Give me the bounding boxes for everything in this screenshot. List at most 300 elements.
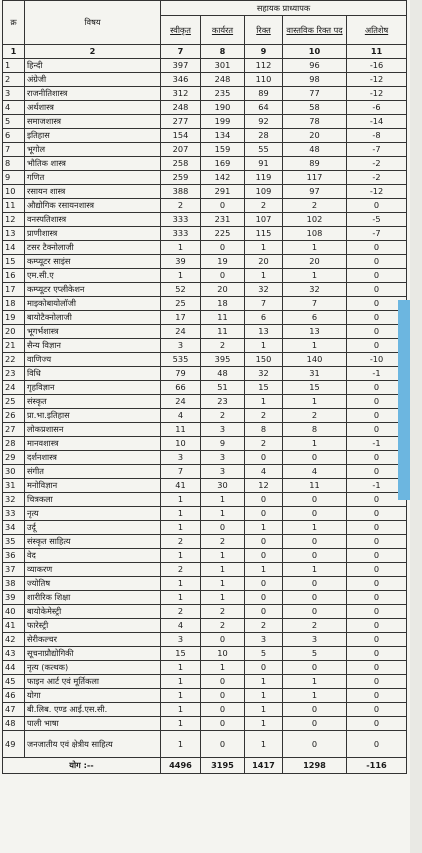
value-cell: 199 bbox=[201, 115, 245, 129]
subject-cell: प्रा.भा.इतिहास bbox=[25, 409, 161, 423]
value-cell: 1 bbox=[245, 339, 283, 353]
value-cell: -10 bbox=[347, 353, 407, 367]
value-cell: 89 bbox=[245, 87, 283, 101]
value-cell: 1 bbox=[161, 241, 201, 255]
row-number: 9 bbox=[3, 171, 25, 185]
subject-cell: बायोकेमेस्ट्री bbox=[25, 605, 161, 619]
subject-cell: माइकोबायोलॉजी bbox=[25, 297, 161, 311]
value-cell: 31 bbox=[283, 367, 347, 381]
subject-cell: विधि bbox=[25, 367, 161, 381]
subject-cell: फाइन आर्ट एवं मूर्तिकला bbox=[25, 675, 161, 689]
value-cell: 248 bbox=[161, 101, 201, 115]
table-row bbox=[3, 521, 407, 535]
value-cell: 4 bbox=[245, 465, 283, 479]
subject-cell: समाजशास्त्र bbox=[25, 115, 161, 129]
value-cell: 1 bbox=[245, 717, 283, 731]
row-number: 40 bbox=[3, 605, 25, 619]
row-number: 12 bbox=[3, 213, 25, 227]
table-row bbox=[3, 395, 407, 409]
value-cell: 32 bbox=[245, 283, 283, 297]
value-cell: 1 bbox=[161, 269, 201, 283]
row-number: 45 bbox=[3, 675, 25, 689]
subject-cell: चित्रकला bbox=[25, 493, 161, 507]
table-row bbox=[3, 59, 407, 73]
table-row bbox=[3, 269, 407, 283]
value-cell: 0 bbox=[201, 731, 245, 758]
value-cell: 1 bbox=[201, 577, 245, 591]
row-number: 10 bbox=[3, 185, 25, 199]
table-body bbox=[3, 59, 407, 774]
row-number: 38 bbox=[3, 577, 25, 591]
value-cell: 0 bbox=[347, 731, 407, 758]
value-cell: 10 bbox=[161, 437, 201, 451]
value-cell: 1 bbox=[161, 675, 201, 689]
value-cell: 0 bbox=[347, 465, 407, 479]
value-cell: -2 bbox=[347, 171, 407, 185]
subject-cell: कम्प्यूटर साइंस bbox=[25, 255, 161, 269]
value-cell: 0 bbox=[347, 255, 407, 269]
value-cell: 48 bbox=[201, 367, 245, 381]
value-cell: 0 bbox=[347, 199, 407, 213]
table-row bbox=[3, 703, 407, 717]
subject-cell: सूचनाप्रौद्योगिकी bbox=[25, 647, 161, 661]
value-cell: 0 bbox=[347, 577, 407, 591]
value-cell: -14 bbox=[347, 115, 407, 129]
value-cell: 0 bbox=[245, 535, 283, 549]
subject-cell: मानवशास्त्र bbox=[25, 437, 161, 451]
value-cell: 1 bbox=[283, 395, 347, 409]
total-value: 1298 bbox=[283, 758, 347, 774]
value-cell: 78 bbox=[283, 115, 347, 129]
table-row bbox=[3, 549, 407, 563]
value-cell: 19 bbox=[201, 255, 245, 269]
value-cell: 79 bbox=[161, 367, 201, 381]
value-cell: 0 bbox=[245, 605, 283, 619]
table-row bbox=[3, 689, 407, 703]
table-row bbox=[3, 563, 407, 577]
table-row bbox=[3, 185, 407, 199]
value-cell: 0 bbox=[245, 549, 283, 563]
value-cell: 0 bbox=[245, 451, 283, 465]
row-number: 39 bbox=[3, 591, 25, 605]
value-cell: 24 bbox=[161, 325, 201, 339]
value-cell: 30 bbox=[201, 479, 245, 493]
subject-cell: योगा bbox=[25, 689, 161, 703]
table-row bbox=[3, 409, 407, 423]
value-cell: 0 bbox=[347, 647, 407, 661]
table-row bbox=[3, 731, 407, 758]
row-number: 27 bbox=[3, 423, 25, 437]
value-cell: 231 bbox=[201, 213, 245, 227]
table-row bbox=[3, 675, 407, 689]
value-cell: 15 bbox=[283, 381, 347, 395]
subject-cell: हिन्दी bbox=[25, 59, 161, 73]
subject-cell: संस्कृत bbox=[25, 395, 161, 409]
value-cell: 2 bbox=[201, 535, 245, 549]
value-cell: 0 bbox=[347, 325, 407, 339]
value-cell: 277 bbox=[161, 115, 201, 129]
value-cell: 333 bbox=[161, 227, 201, 241]
value-cell: 140 bbox=[283, 353, 347, 367]
value-cell: 0 bbox=[283, 703, 347, 717]
value-cell: 235 bbox=[201, 87, 245, 101]
row-number: 34 bbox=[3, 521, 25, 535]
value-cell: 11 bbox=[283, 479, 347, 493]
value-cell: 190 bbox=[201, 101, 245, 115]
value-cell: 0 bbox=[347, 717, 407, 731]
table-row bbox=[3, 507, 407, 521]
row-number: 44 bbox=[3, 661, 25, 675]
subject-cell: प्राणीशास्त्र bbox=[25, 227, 161, 241]
value-cell: 395 bbox=[201, 353, 245, 367]
column-number: 2 bbox=[25, 45, 161, 59]
value-cell: 41 bbox=[161, 479, 201, 493]
row-number: 26 bbox=[3, 409, 25, 423]
column-header: रिक्त bbox=[245, 16, 283, 45]
value-cell: 0 bbox=[347, 633, 407, 647]
value-cell: 0 bbox=[347, 339, 407, 353]
subject-cell: रसायन शास्त्र bbox=[25, 185, 161, 199]
subject-cell: दर्शनशास्त्र bbox=[25, 451, 161, 465]
table-row bbox=[3, 465, 407, 479]
table-row bbox=[3, 633, 407, 647]
value-cell: 0 bbox=[347, 409, 407, 423]
value-cell: -5 bbox=[347, 213, 407, 227]
vacancy-table bbox=[2, 0, 407, 774]
row-number: 24 bbox=[3, 381, 25, 395]
row-number: 6 bbox=[3, 129, 25, 143]
value-cell: 2 bbox=[201, 339, 245, 353]
value-cell: 207 bbox=[161, 143, 201, 157]
value-cell: 0 bbox=[347, 493, 407, 507]
subject-cell: गणित bbox=[25, 171, 161, 185]
table-row bbox=[3, 339, 407, 353]
value-cell: 5 bbox=[245, 647, 283, 661]
subject-cell: कम्प्यूटर एप्लीकेशन bbox=[25, 283, 161, 297]
value-cell: -2 bbox=[347, 157, 407, 171]
subject-cell: एम.सी.ए bbox=[25, 269, 161, 283]
value-cell: 1 bbox=[161, 591, 201, 605]
value-cell: 0 bbox=[347, 619, 407, 633]
value-cell: -6 bbox=[347, 101, 407, 115]
table-row bbox=[3, 493, 407, 507]
value-cell: 98 bbox=[283, 73, 347, 87]
value-cell: 0 bbox=[283, 717, 347, 731]
row-number: 43 bbox=[3, 647, 25, 661]
value-cell: 89 bbox=[283, 157, 347, 171]
row-number: 22 bbox=[3, 353, 25, 367]
edge-strip bbox=[398, 300, 410, 500]
row-number: 46 bbox=[3, 689, 25, 703]
value-cell: 77 bbox=[283, 87, 347, 101]
value-cell: 1 bbox=[283, 339, 347, 353]
row-number: 2 bbox=[3, 73, 25, 87]
value-cell: 1 bbox=[201, 507, 245, 521]
table-row bbox=[3, 115, 407, 129]
value-cell: 2 bbox=[201, 409, 245, 423]
value-cell: 32 bbox=[283, 283, 347, 297]
subject-cell: गृहविज्ञान bbox=[25, 381, 161, 395]
value-cell: 1 bbox=[161, 493, 201, 507]
subject-cell: सैन्य विज्ञान bbox=[25, 339, 161, 353]
subject-cell: राजनीतिशास्त्र bbox=[25, 87, 161, 101]
value-cell: 388 bbox=[161, 185, 201, 199]
subject-cell: सेरीकल्चर bbox=[25, 633, 161, 647]
subject-cell: फारेस्ट्री bbox=[25, 619, 161, 633]
value-cell: 2 bbox=[161, 535, 201, 549]
value-cell: 6 bbox=[245, 311, 283, 325]
value-cell: 28 bbox=[245, 129, 283, 143]
value-cell: 23 bbox=[201, 395, 245, 409]
row-number: 31 bbox=[3, 479, 25, 493]
value-cell: 4 bbox=[283, 465, 347, 479]
row-number: 7 bbox=[3, 143, 25, 157]
value-cell: -12 bbox=[347, 185, 407, 199]
value-cell: 0 bbox=[201, 675, 245, 689]
value-cell: 2 bbox=[283, 409, 347, 423]
value-cell: 91 bbox=[245, 157, 283, 171]
row-number: 13 bbox=[3, 227, 25, 241]
value-cell: 225 bbox=[201, 227, 245, 241]
value-cell: 0 bbox=[283, 731, 347, 758]
value-cell: 0 bbox=[245, 507, 283, 521]
value-cell: 0 bbox=[245, 577, 283, 591]
column-header: अतिशेष bbox=[347, 16, 407, 45]
subject-cell: व्याकरण bbox=[25, 563, 161, 577]
value-cell: 1 bbox=[283, 675, 347, 689]
subject-cell: संगीत bbox=[25, 465, 161, 479]
row-number: 35 bbox=[3, 535, 25, 549]
value-cell: 0 bbox=[201, 717, 245, 731]
subject-cell: लोकप्रशासन bbox=[25, 423, 161, 437]
column-number: 1 bbox=[3, 45, 25, 59]
subject-header: विषय bbox=[25, 1, 161, 45]
value-cell: 1 bbox=[201, 549, 245, 563]
value-cell: 102 bbox=[283, 213, 347, 227]
value-cell: 13 bbox=[245, 325, 283, 339]
subject-cell: भौतिक शास्त्र bbox=[25, 157, 161, 171]
table-row bbox=[3, 241, 407, 255]
table-row bbox=[3, 619, 407, 633]
value-cell: 97 bbox=[283, 185, 347, 199]
value-cell: -7 bbox=[347, 143, 407, 157]
value-cell: 10 bbox=[201, 647, 245, 661]
row-number: 5 bbox=[3, 115, 25, 129]
subject-cell: भूगर्भशास्त्र bbox=[25, 325, 161, 339]
value-cell: 0 bbox=[347, 395, 407, 409]
value-cell: 0 bbox=[347, 521, 407, 535]
value-cell: 0 bbox=[201, 241, 245, 255]
value-cell: 20 bbox=[283, 129, 347, 143]
column-header: कार्यरत bbox=[201, 16, 245, 45]
row-number: 37 bbox=[3, 563, 25, 577]
value-cell: 7 bbox=[161, 465, 201, 479]
value-cell: 55 bbox=[245, 143, 283, 157]
value-cell: 0 bbox=[201, 633, 245, 647]
value-cell: 3 bbox=[201, 465, 245, 479]
column-number: 7 bbox=[161, 45, 201, 59]
value-cell: 1 bbox=[161, 521, 201, 535]
value-cell: 5 bbox=[283, 647, 347, 661]
value-cell: 1 bbox=[283, 689, 347, 703]
value-cell: 150 bbox=[245, 353, 283, 367]
value-cell: 1 bbox=[283, 563, 347, 577]
value-cell: 0 bbox=[347, 311, 407, 325]
value-cell: -12 bbox=[347, 73, 407, 87]
value-cell: 291 bbox=[201, 185, 245, 199]
value-cell: 0 bbox=[347, 661, 407, 675]
value-cell: 15 bbox=[245, 381, 283, 395]
value-cell: 1 bbox=[161, 703, 201, 717]
row-number: 8 bbox=[3, 157, 25, 171]
table-row bbox=[3, 535, 407, 549]
total-label: योग :-- bbox=[3, 758, 161, 774]
table-row bbox=[3, 171, 407, 185]
subject-cell: वनस्पतिशास्त्र bbox=[25, 213, 161, 227]
value-cell: 39 bbox=[161, 255, 201, 269]
row-number: 32 bbox=[3, 493, 25, 507]
subject-cell: ज्योतिष bbox=[25, 577, 161, 591]
value-cell: 3 bbox=[161, 339, 201, 353]
row-number: 14 bbox=[3, 241, 25, 255]
value-cell: 11 bbox=[161, 423, 201, 437]
value-cell: -7 bbox=[347, 227, 407, 241]
value-cell: 0 bbox=[347, 507, 407, 521]
subject-cell: नृत्य (कत्थक) bbox=[25, 661, 161, 675]
value-cell: 48 bbox=[283, 143, 347, 157]
row-number: 49 bbox=[3, 731, 25, 758]
value-cell: 109 bbox=[245, 185, 283, 199]
value-cell: 169 bbox=[201, 157, 245, 171]
value-cell: 3 bbox=[245, 633, 283, 647]
value-cell: 1 bbox=[201, 563, 245, 577]
value-cell: 312 bbox=[161, 87, 201, 101]
value-cell: 6 bbox=[283, 311, 347, 325]
row-number: 19 bbox=[3, 311, 25, 325]
value-cell: 66 bbox=[161, 381, 201, 395]
value-cell: 12 bbox=[245, 479, 283, 493]
value-cell: 20 bbox=[245, 255, 283, 269]
value-cell: 1 bbox=[161, 717, 201, 731]
value-cell: 535 bbox=[161, 353, 201, 367]
value-cell: 0 bbox=[347, 241, 407, 255]
value-cell: 0 bbox=[245, 591, 283, 605]
value-cell: 0 bbox=[283, 493, 347, 507]
value-cell: 1 bbox=[283, 269, 347, 283]
value-cell: 1 bbox=[161, 661, 201, 675]
value-cell: 1 bbox=[245, 563, 283, 577]
value-cell: 13 bbox=[283, 325, 347, 339]
value-cell: 4 bbox=[161, 409, 201, 423]
table-row bbox=[3, 157, 407, 171]
value-cell: 0 bbox=[347, 451, 407, 465]
header-row-top bbox=[3, 1, 407, 16]
column-header: वास्तविक रिक्त पद bbox=[283, 16, 347, 45]
value-cell: 0 bbox=[347, 703, 407, 717]
sno-header: क्र bbox=[3, 1, 25, 45]
value-cell: 4 bbox=[161, 619, 201, 633]
value-cell: 7 bbox=[283, 297, 347, 311]
value-cell: 1 bbox=[245, 731, 283, 758]
column-number: 10 bbox=[283, 45, 347, 59]
value-cell: -1 bbox=[347, 367, 407, 381]
table-row bbox=[3, 73, 407, 87]
value-cell: 2 bbox=[245, 619, 283, 633]
table-row bbox=[3, 353, 407, 367]
value-cell: 248 bbox=[201, 73, 245, 87]
value-cell: 0 bbox=[201, 521, 245, 535]
row-number: 47 bbox=[3, 703, 25, 717]
row-number: 36 bbox=[3, 549, 25, 563]
table-row bbox=[3, 717, 407, 731]
value-cell: -12 bbox=[347, 87, 407, 101]
value-cell: 142 bbox=[201, 171, 245, 185]
value-cell: 0 bbox=[347, 563, 407, 577]
group-header: सहायक प्राध्यापक bbox=[161, 1, 407, 16]
value-cell: -16 bbox=[347, 59, 407, 73]
table-row bbox=[3, 311, 407, 325]
value-cell: 11 bbox=[201, 325, 245, 339]
table-row bbox=[3, 199, 407, 213]
value-cell: 1 bbox=[245, 675, 283, 689]
subject-cell: वेद bbox=[25, 549, 161, 563]
subject-cell: भूगोल bbox=[25, 143, 161, 157]
value-cell: 397 bbox=[161, 59, 201, 73]
value-cell: 0 bbox=[347, 675, 407, 689]
table-row bbox=[3, 227, 407, 241]
row-number: 23 bbox=[3, 367, 25, 381]
row-number: 33 bbox=[3, 507, 25, 521]
value-cell: 134 bbox=[201, 129, 245, 143]
value-cell: 2 bbox=[161, 605, 201, 619]
value-cell: -1 bbox=[347, 479, 407, 493]
subject-cell: टसर टैक्नोलाजी bbox=[25, 241, 161, 255]
column-number: 9 bbox=[245, 45, 283, 59]
value-cell: 2 bbox=[201, 605, 245, 619]
table-row bbox=[3, 101, 407, 115]
row-number: 18 bbox=[3, 297, 25, 311]
value-cell: 1 bbox=[245, 241, 283, 255]
value-cell: 346 bbox=[161, 73, 201, 87]
value-cell: 1 bbox=[283, 437, 347, 451]
value-cell: 17 bbox=[161, 311, 201, 325]
value-cell: 333 bbox=[161, 213, 201, 227]
value-cell: 1 bbox=[283, 241, 347, 255]
table-row bbox=[3, 437, 407, 451]
value-cell: 154 bbox=[161, 129, 201, 143]
value-cell: 0 bbox=[347, 423, 407, 437]
table-row bbox=[3, 367, 407, 381]
value-cell: 52 bbox=[161, 283, 201, 297]
subject-cell: जनजातीय एवं क्षेत्रीय साहित्य bbox=[25, 731, 161, 758]
column-number-row bbox=[3, 45, 407, 59]
table-row bbox=[3, 87, 407, 101]
value-cell: 0 bbox=[347, 591, 407, 605]
value-cell: 2 bbox=[283, 619, 347, 633]
value-cell: 259 bbox=[161, 171, 201, 185]
row-number: 21 bbox=[3, 339, 25, 353]
value-cell: 1 bbox=[245, 395, 283, 409]
row-number: 3 bbox=[3, 87, 25, 101]
value-cell: 3 bbox=[283, 633, 347, 647]
value-cell: 1 bbox=[245, 689, 283, 703]
subject-cell: इतिहास bbox=[25, 129, 161, 143]
value-cell: 119 bbox=[245, 171, 283, 185]
value-cell: 1 bbox=[201, 493, 245, 507]
value-cell: 2 bbox=[245, 199, 283, 213]
subject-cell: संस्कृत साहित्य bbox=[25, 535, 161, 549]
value-cell: 0 bbox=[201, 269, 245, 283]
